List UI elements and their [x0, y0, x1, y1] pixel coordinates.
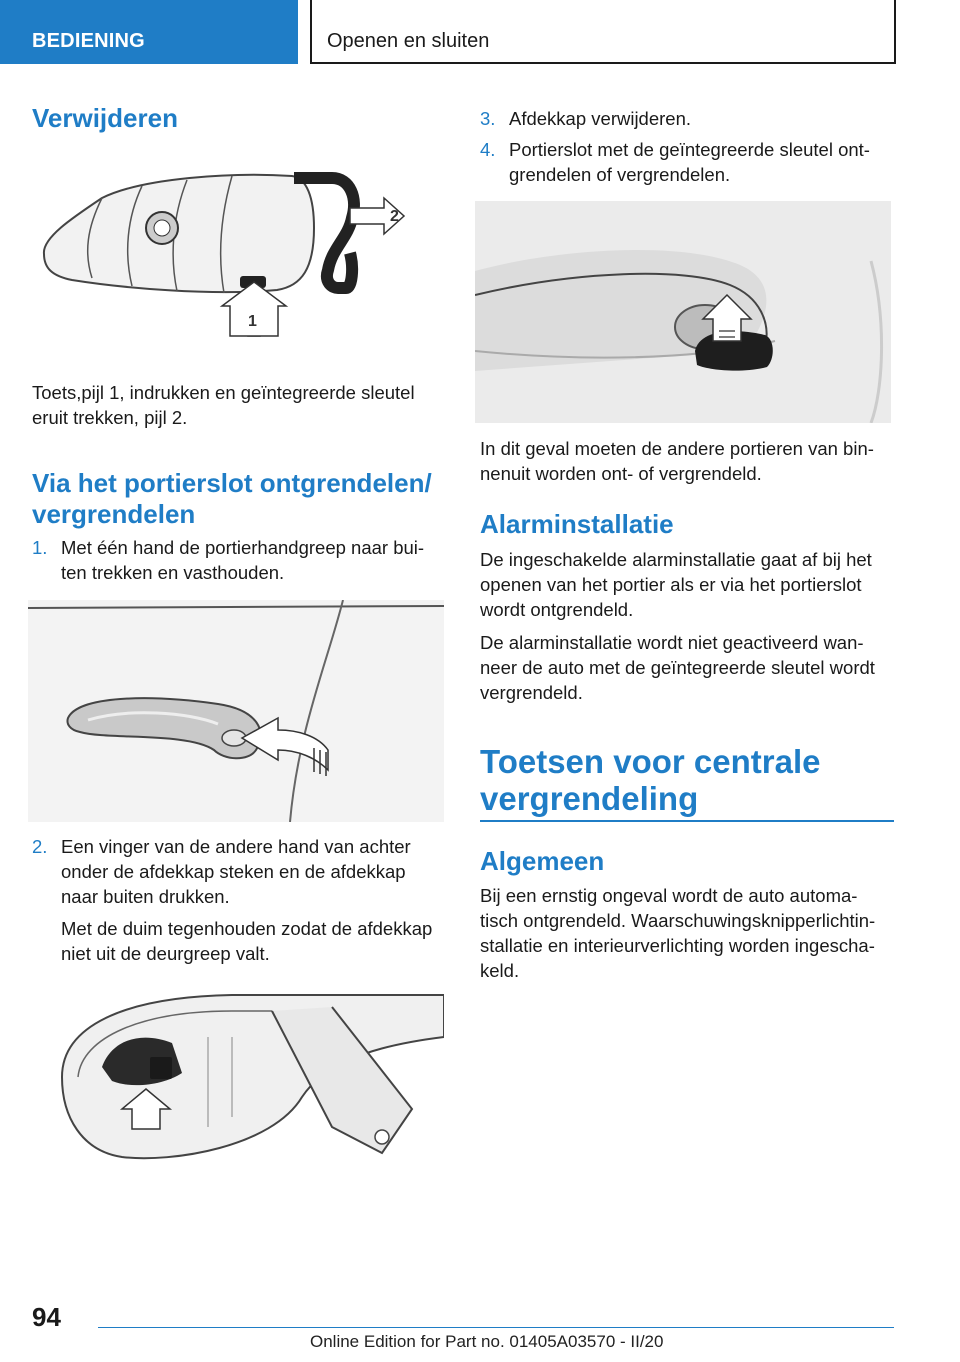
- alarm-2-line-1: De alarminstallatie wordt niet geactiveerd wan-: [480, 632, 864, 653]
- heading-general: Algemeen: [480, 846, 605, 876]
- step-number: 3.: [480, 108, 496, 129]
- general-line-2: tisch ontgrendeld. Waarschuwingsknipperlichtin-: [480, 910, 876, 931]
- step-4-line-1: Portierslot met de geïntegreerde sleutel ont-: [509, 139, 870, 160]
- alarm-2-line-3: vergrendeld.: [480, 682, 583, 703]
- heading-alarm: Alarminstallatie: [480, 509, 674, 539]
- general-line-4: keld.: [480, 960, 520, 981]
- step-number: 2.: [32, 836, 48, 857]
- footer-rule: [98, 1327, 894, 1328]
- alarm-paragraph-2: [480, 630, 875, 705]
- note-other-doors: [480, 436, 874, 486]
- key-arrow-label-1: 1: [248, 313, 257, 330]
- key-arrow-label-2: 2: [390, 208, 399, 225]
- note-line-2: nenuit worden ont- of vergrendeld.: [480, 463, 762, 484]
- step-4: [480, 137, 894, 189]
- step-1-line-1: Met één hand de portierhandgreep naar bui-: [61, 537, 425, 558]
- heading-underline: [480, 820, 894, 822]
- heading-door-lock: [32, 468, 432, 530]
- heading-door-lock-line-2: vergrendelen: [32, 499, 196, 529]
- removal-line-1: Toets,pijl 1, indrukken en geïntegreerde sleutel: [32, 382, 415, 403]
- step-text: Afdekkap verwijderen.: [509, 108, 692, 129]
- heading-verwijderen: Verwijderen: [32, 103, 178, 133]
- page-number: 94: [32, 1302, 61, 1332]
- note-line-1: In dit geval moeten de andere portieren van bin-: [480, 438, 874, 459]
- step-1: [32, 535, 444, 587]
- step-number: 4.: [480, 139, 496, 160]
- heading-central-locking: [480, 743, 821, 817]
- heading-door-lock-line-1: Via het portierslot ontgrendelen/: [32, 468, 432, 498]
- section-tab: [0, 0, 298, 64]
- step-3: [480, 106, 894, 132]
- general-paragraph: [480, 883, 875, 983]
- alarm-1-line-3: wordt ontgrendeld.: [480, 599, 634, 620]
- general-line-1: Bij een ernstig ongeval wordt de auto automa-: [480, 885, 858, 906]
- step-4-line-2: grendelen of vergrendelen.: [509, 164, 731, 185]
- footer-edition: Online Edition for Part no. 01405A03570 - II/20: [310, 1332, 664, 1351]
- step-text: [61, 834, 411, 909]
- heading-central-line-1: Toetsen voor centrale: [480, 743, 821, 780]
- door-lock-key-illustration: [475, 201, 891, 423]
- alarm-paragraph-1: [480, 547, 872, 622]
- alarm-1-line-2: openen van het portier als er via het portierslot: [480, 574, 862, 595]
- cover-removal-illustration: [32, 977, 444, 1163]
- chapter-title: Openen en sluiten: [327, 30, 490, 52]
- step-2-note-line-1: Met de duim tegenhouden zodat de afdekkap: [61, 918, 433, 939]
- step-number: 1.: [32, 537, 48, 558]
- general-line-3: stallatie en interieurverlichting worden ingescha-: [480, 935, 875, 956]
- step-2-line-3: naar buiten drukken.: [61, 886, 230, 907]
- step-2-note-line-2: niet uit de deurgreep valt.: [61, 943, 270, 964]
- step-2-note: [61, 916, 432, 966]
- step-text: [61, 535, 424, 585]
- step-2-line-2: onder de afdekkap steken en de afdekkap: [61, 861, 406, 882]
- section-title: BEDIENING: [32, 30, 145, 52]
- step-2: [32, 834, 444, 914]
- alarm-2-line-2: neer de auto met de geïntegreerde sleutel wordt: [480, 657, 875, 678]
- key-removal-illustration: [32, 158, 444, 348]
- heading-central-line-2: vergrendeling: [480, 780, 699, 817]
- step-2-line-1: Een vinger van de andere hand van achter: [61, 836, 411, 857]
- chapter-header: [310, 0, 896, 64]
- alarm-1-line-1: De ingeschakelde alarminstallatie gaat af bij het: [480, 549, 872, 570]
- removal-line-2: eruit trekken, pijl 2.: [32, 407, 188, 428]
- step-text: [509, 137, 870, 187]
- removal-instruction: [32, 380, 415, 430]
- step-1-line-2: ten trekken en vasthouden.: [61, 562, 285, 583]
- door-handle-pull-illustration: [28, 600, 444, 822]
